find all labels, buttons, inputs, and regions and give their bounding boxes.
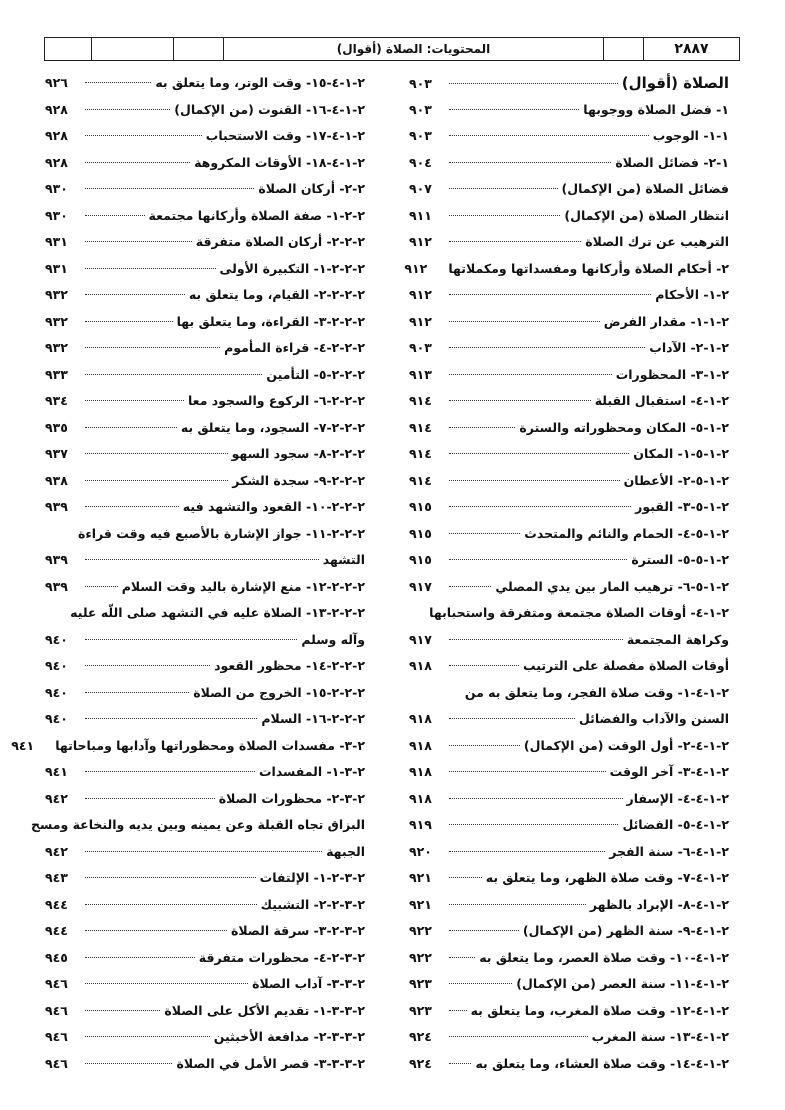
toc-entry-title: ٢-٢-٢-١٥- الخروج من الصلاة [193,684,365,700]
toc-entry-line: البزاق تجاه القبلة وعن يمينه وبين يديه والنخاعة ومسح [31,817,365,832]
toc-entry[interactable] [45,415,365,442]
toc-entry-page: ٩٠٤ [409,154,432,170]
toc-entry-title: انتظار الصلاة (من الإكمال) [564,207,729,223]
dot-leader [449,215,560,216]
dot-leader [449,400,591,401]
dot-leader [85,851,322,852]
dot-leader [449,1010,467,1011]
toc-entry-title: ٢-١-٥-١- المكان [633,446,729,461]
toc-entry-title: ٢-٣-٣-٣- قصر الأمل في الصلاة [176,1055,365,1071]
toc-entry-title: ٢-٣-١- المفسدات [258,764,365,779]
toc-entry-page: ٩٤٠ [45,631,68,647]
toc-entry-page: ٩٠٣ [409,76,432,91]
toc-entry-page: ٩١٥ [409,499,432,514]
toc-entry-title: ٢-١-٥-٥- السترة [631,552,729,567]
toc-entry-title: ٢-١-٤-٩- سنة الظهر (من الإكمال) [522,923,729,938]
toc-entry-page: ٩٢٨ [45,101,68,117]
dot-leader [85,718,257,719]
dot-leader [85,586,118,587]
toc-entry[interactable] [45,1051,365,1078]
toc-entry[interactable] [409,388,729,415]
toc-entry-title: ٢-٣-٣-١- تقديم الأكل على الصلاة [164,1002,365,1018]
toc-entry-page: ٩١٢ [409,313,432,329]
header-title: المحتويات: الصلاة (أقوال) [223,38,603,60]
toc-entry-title: ٢-١-٥- المكان ومحظوراته والسترة [519,419,729,435]
dot-leader [449,321,600,322]
toc-entry-title: ٢-١-٤-٥- الفضائل [622,817,729,832]
toc-entry-page: ٩٢١ [409,896,432,912]
dot-leader [85,559,319,560]
toc-entry-page: ٩٠٣ [409,340,432,355]
toc-entry[interactable] [409,892,729,919]
dot-leader [85,400,184,401]
toc-entry-title: ٢-١-٥-٦- ترهيب المار بين يدي المصلي [495,578,729,594]
toc-entry-title: ٢-٣-٣-٢- مدافعة الأخبثين [213,1029,365,1044]
toc-entry-page: ٩١٢ [409,287,432,302]
toc-entry-page: ٩٣٠ [45,207,68,223]
toc-entry-page: ٩٣٠ [45,181,68,196]
toc-entry[interactable] [409,653,729,680]
toc-entry[interactable] [409,839,729,866]
toc-entry[interactable] [409,547,729,574]
toc-entry[interactable] [45,892,365,919]
toc-entry-title: ٢-١-٤-١٤- وقت صلاة العشاء، وما يتعلق به [475,1055,729,1071]
toc-entry-page: ٩٤٣ [45,870,68,885]
toc-entry-title: ١-٢- فضائل الصلاة [615,154,729,170]
toc-entry-title: ٢-١-٤-٧- وقت صلاة الظهر، وما يتعلق به [485,870,729,885]
toc-entry-title: ٢-١-٤-١١- سنة العصر (من الإكمال) [516,976,729,991]
dot-leader [449,374,612,375]
dot-leader [85,453,228,454]
toc-entry[interactable] [45,229,365,256]
toc-entry[interactable] [45,70,365,97]
toc-entry-page: ٩٣٢ [45,340,68,355]
toc-entry[interactable] [409,203,729,230]
dot-leader [85,639,297,640]
toc-entry-title: ٢-٢-٢-٨- سجود السهو [231,446,365,461]
toc-entry-page: ٩٤٢ [45,790,68,806]
dot-leader [85,321,173,322]
toc-entry-page: ٩٤٦ [45,1029,68,1044]
toc-entry[interactable] [45,309,365,336]
toc-entry[interactable] [409,759,729,786]
dot-leader [449,294,651,295]
toc-entry[interactable] [45,945,365,972]
toc-entry-title: ٢-٢-٢-١٤- محظور القعود [214,658,365,673]
toc-entry-page: ٩٢٤ [409,1055,432,1071]
toc-entry-title: ٢-١-٤-٦- سنة الفجر [609,843,729,859]
toc-entry-page: ٩٢٢ [409,923,432,938]
dot-leader [449,586,491,587]
toc-entry[interactable] [45,335,365,362]
dot-leader [85,241,192,242]
toc-entry-title: ٢-١-٥-٣- القبور [635,499,729,514]
toc-column-left [11,70,365,1077]
toc-entry-page: ٩١٩ [409,817,432,832]
dot-leader [85,82,151,83]
toc-entry-page: ٩١٤ [409,393,432,408]
toc-entry-page: ٩٣٢ [45,313,68,329]
toc-entry-title: ٢- أحكام الصلاة وأركانها ومفسداتها ومكملاتها [448,260,729,276]
toc-entry-line: ٢-٢-٢-١١- جواز الإشارة بالأصبع فيه وقت قراءة [77,525,365,541]
toc-entry-title: ٢-١-٤-١٣- سنة المغرب [591,1029,729,1044]
toc-entry-page: ٩٠٧ [409,181,432,196]
toc-entry-page: ٩٤٦ [45,1002,68,1018]
toc-entry[interactable] [409,706,729,733]
toc-entry[interactable] [45,759,365,786]
dot-leader [449,824,618,825]
toc-entry-page: ٩١٤ [409,419,432,435]
toc-entry[interactable] [45,574,365,601]
toc-entry[interactable] [409,521,729,548]
toc-entry-title: ٢-١-٤-١٧- وقت الاستحباب [205,128,365,143]
toc-entry-page: ٩٤٠ [45,711,68,726]
toc-entry-page: ٩١٤ [409,446,432,461]
toc-entry-title: أوقات الصلاة مفصلة على الترتيب [523,658,729,673]
dot-leader [449,427,515,428]
toc-entry[interactable] [409,70,729,97]
toc-entry-page: ٩٢٠ [409,843,432,859]
toc-entry-title: ٢-٢-١- صفة الصلاة وأركانها مجتمعة [148,207,365,223]
toc-entry[interactable] [45,97,365,124]
dot-leader [85,294,185,295]
toc-entry-page: ٩١٧ [409,631,432,647]
toc-entry[interactable] [409,229,729,256]
toc-entry-title: وآله وسلم [301,631,365,647]
toc-entry-page: ٩٠٣ [409,128,432,143]
toc-entry[interactable] [45,150,365,177]
dot-leader [85,109,170,110]
toc-entry-title: فضائل الصلاة (من الإكمال) [561,181,729,196]
dot-leader [85,983,248,984]
toc-entry[interactable] [11,733,365,760]
dot-leader [449,83,618,84]
toc-entry-page: ٩٣٤ [45,393,68,408]
dot-leader [449,241,581,242]
toc-entry-title: ٢-١-٢- الآداب [649,340,729,355]
dot-leader [85,665,210,666]
toc-entry[interactable] [45,256,365,283]
toc-entry-title: ٢-١-٤-١٠- وقت صلاة العصر، وما يتعلق به [479,949,729,965]
toc-entry[interactable] [45,918,365,945]
toc-entry-page: ٩٢٣ [409,976,432,991]
toc-entry-title: الجبهة [326,843,365,859]
toc-entry[interactable] [409,627,729,654]
dot-leader [85,347,220,348]
toc-entry[interactable] [45,865,365,892]
toc-entry-page: ٩١٥ [409,552,432,567]
toc-entry-title: التشهد [322,552,365,567]
toc-entry-title: ٢-٢- أركان الصلاة [258,181,365,196]
toc-entry[interactable] [45,176,365,203]
toc-entry[interactable] [409,415,729,442]
dot-leader [449,798,623,799]
toc-entry-title: ٢-٢-٢-١- التكبيرة الأولى [219,260,365,276]
toc-entry[interactable] [409,812,729,839]
toc-entry-title: ٢-١-٥-٢- الأعطان [623,472,729,488]
toc-entry-page: ٩٤٠ [45,658,68,673]
toc-entry-title: ٢-٣-٣- آداب الصلاة [252,976,365,991]
toc-entry-page: ٩٣٩ [45,499,68,514]
dot-leader [449,771,606,772]
dot-leader [85,1063,172,1064]
toc-entry[interactable] [409,335,729,362]
dot-leader [85,480,228,481]
toc-entry[interactable] [45,653,365,680]
toc-entry[interactable] [45,706,365,733]
toc-entry-page: ٩٣٩ [45,578,68,594]
dot-leader [85,692,189,693]
dot-leader [449,347,645,348]
toc-entry[interactable] [404,256,729,283]
page-number: ٢٨٨٧ [643,38,739,60]
dot-leader [85,930,227,931]
toc-entry[interactable] [409,786,729,813]
toc-entry-page: ٩٣٧ [45,446,68,461]
toc-entry-page: ٩٤٦ [45,976,68,991]
toc-entry-title: ٢-٢-٢-٢- القيام، وما يتعلق به [188,287,365,302]
toc-entry[interactable] [409,998,729,1025]
toc-entry-title: ١- فضل الصلاة ووجوبها [583,101,729,117]
toc-entry[interactable] [409,362,729,389]
header-cell [91,38,173,60]
dot-leader [449,559,627,560]
toc-entry-page: ٩٣٩ [45,552,68,567]
toc-entry-page: ٩٤٢ [45,843,68,859]
toc-entry-page: ٩٤١ [11,737,35,753]
dot-leader [449,904,586,905]
dot-leader [449,745,520,746]
toc-entry-title: ٢-٢-٢-٩- سجدة الشكر [232,472,365,488]
toc-entry-page: ٩١٨ [409,711,432,726]
dot-leader [449,665,519,666]
toc-entry-page: ٩١٤ [409,472,432,488]
toc-entry[interactable] [45,680,365,707]
toc-entry-page: ٩١٥ [409,525,432,541]
toc-entry-title: ٢-١-٤-١٥- وقت الوتر، وما يتعلق به [155,75,365,90]
dot-leader [449,1063,471,1064]
dot-leader [85,877,256,878]
toc-entry[interactable] [45,1024,365,1051]
dot-leader [449,983,512,984]
toc-entry-title: ٢-١-١- مقدار الفرض [603,313,729,329]
toc-entry-page: ٩١٢ [409,234,432,249]
toc-entry-title: ٢-٣-٢- محظورات الصلاة [218,790,365,806]
dot-leader [85,1036,210,1037]
toc-entry-title: ٢-١-٤-٢- أول الوقت (من الإكمال) [523,737,729,753]
toc-entry-page: ٩٣٢ [45,287,68,302]
toc-entry[interactable] [45,971,365,998]
dot-leader [85,374,262,375]
toc-entry-page: ٩٢٢ [409,949,432,965]
toc-entry-title: ٢-١- الأحكام [655,287,729,302]
toc-entry[interactable] [45,627,365,654]
toc-entry-page: ٩٤١ [45,764,68,779]
toc-entry-title: ٢-١-٤-٨- الإبراد بالظهر [589,896,729,912]
toc-entry-page: ٩١٣ [409,366,432,382]
dot-leader [449,877,482,878]
toc-entry[interactable] [409,1024,729,1051]
toc-entry[interactable] [409,1051,729,1078]
toc-entry-page: ٩١٨ [409,764,432,779]
toc-entry[interactable] [409,97,729,124]
toc-entry-title: ٢-١-٤-٣- آخر الوقت [609,764,729,779]
toc-entry-page: ٩٢٨ [45,154,68,170]
toc-entry-title: ٢-٢-٢-٥- التأمين [266,366,365,382]
toc-entry-title: ٢-١-٤- استقبال القبلة [594,393,729,408]
toc-entry[interactable] [45,468,365,495]
dot-leader [85,1010,160,1011]
toc-entry-page: ٩٤٤ [45,923,68,938]
toc-entry[interactable] [409,123,729,150]
toc-entry[interactable] [409,945,729,972]
toc-entry-title: ٢-٢-٢-١٢- منع الإشارة باليد وقت السلام [121,578,365,594]
toc-entry[interactable] [45,203,365,230]
dot-leader [449,453,629,454]
toc-entry[interactable] [409,574,729,601]
toc-entry-title: ٢-٢-٢-٦- الركوع والسجود معا [187,393,365,408]
toc-entry-title: ٢-٢-٢- أركان الصلاة متفرقة [195,234,365,249]
toc-entry[interactable] [45,998,365,1025]
header-cell [173,38,223,60]
toc-entry-page: ٩١٨ [409,658,432,673]
dot-leader [449,162,611,163]
dot-leader [85,135,202,136]
toc-entry-title: الترهيب عن ترك الصلاة [585,234,729,249]
toc-entry-title: ٢-١-٤-١٨- الأوقات المكروهة [194,154,365,170]
dot-leader [449,533,520,534]
dot-leader [449,930,519,931]
toc-entry-page: ٩٤٦ [45,1055,68,1071]
toc-entry-page: ٩٠٣ [409,101,432,117]
toc-entry[interactable] [45,547,365,574]
toc-entry-line: ٢-١-٤- أوقات الصلاة مجتمعة ومتفرقة واستحبابها [429,605,729,620]
dot-leader [85,506,179,507]
toc-entry-page: ٩٣٨ [45,472,68,488]
toc-entry-page: ٩١٨ [409,790,432,806]
dot-leader [449,135,649,136]
toc-entry-title: ٢-٢-٢-٣- القراءة، وما يتعلق بها [176,313,365,329]
dot-leader [449,480,620,481]
toc-entry-page: ٩١١ [409,207,432,223]
toc-entry-page: ٩٢٣ [409,1002,432,1018]
header-cell [603,38,643,60]
dot-leader [85,957,195,958]
toc-entry-title: ٢-٣-٢-٣- سرقة الصلاة [230,923,365,938]
toc-entry-page: ٩٣٣ [45,366,68,382]
toc-entry-page: ٩٢٨ [45,128,68,143]
toc-entry-title: الصلاة (أقوال) [621,74,729,92]
toc-entry-title: ٢-٢-٢-١٦- السلام [261,711,365,726]
toc-entry-line: ٢-٢-٢-١٣- الصلاة عليه في التشهد صلى اللّه عليه [70,605,365,620]
toc-entry[interactable] [409,918,729,945]
dot-leader [449,718,575,719]
toc-entry-title: السنن والآداب والفضائل [579,711,729,726]
toc-entry-line: ٢-١-٤-١- وقت صلاة الفجر، وما يتعلق به من [464,684,729,700]
toc-entry-title: ٢-٣-٢-١- الإلتفات [259,870,365,885]
toc-entry-page: ٩٣١ [45,260,68,276]
dot-leader [449,639,623,640]
toc-entry[interactable] [409,282,729,309]
toc-entry-page: ٩٤٥ [45,949,68,965]
toc-entry[interactable] [45,441,365,468]
dot-leader [449,851,605,852]
toc-entry[interactable] [409,150,729,177]
toc-entry[interactable] [45,282,365,309]
toc-entry[interactable] [409,309,729,336]
toc-entry-title: ٢-١-٤-١٦- القنوت (من الإكمال) [174,101,365,117]
toc-entry[interactable] [409,733,729,760]
toc-entry-title: ٢-٢-٢-٤- قراءة المأموم [224,340,365,355]
toc-entry-page: ٩٢٤ [409,1029,432,1044]
toc-entry-title: ٢-١-٥-٤- الحمام والنائم والمتحدث [524,525,729,541]
toc-entry[interactable] [45,362,365,389]
toc-entry[interactable] [409,865,729,892]
dot-leader [449,188,558,189]
toc-entry[interactable] [409,176,729,203]
toc-entry-title: ٢-١-٤-١٢- وقت صلاة المغرب، وما يتعلق به [470,1002,729,1018]
toc-entry-page: ٩٣٥ [45,419,68,435]
toc-entry-title: ٢-٢-٢-١٠- القعود والتشهد فيه [182,499,365,514]
dot-leader [85,268,216,269]
toc-entry-title: ٢-٣-٢-٢- التشبيك [260,896,365,912]
toc-entry-title: ٢-١-٣- المحظورات [615,366,729,382]
toc-entry-page: ٩٢١ [409,870,432,885]
toc-entry[interactable] [409,971,729,998]
toc-entry-page: ٩١٧ [409,578,432,594]
toc-entry-title: ٢-٢-٢-٧- السجود، وما يتعلق به [180,419,365,435]
toc-entry[interactable] [45,494,365,521]
dot-leader [85,798,215,799]
toc-entry[interactable] [45,388,365,415]
dot-leader [449,957,475,958]
toc-column-right [404,70,729,1077]
toc-entry-title: وكراهة المجتمعة [626,631,729,647]
dot-leader [85,771,255,772]
toc-entry[interactable] [45,839,365,866]
dot-leader [85,215,145,216]
toc-entry[interactable] [45,786,365,813]
toc-entry-title: ١-١- الوجوب [652,128,729,143]
toc-entry[interactable] [409,468,729,495]
toc-entry[interactable] [409,494,729,521]
page-header [44,37,740,61]
dot-leader [85,162,190,163]
toc-entry-page: ٩٣١ [45,234,68,249]
toc-entry-page: ٩٢٦ [45,75,68,90]
toc-entry-page: ٩٤٤ [45,896,68,912]
header-cell [45,38,91,60]
toc-entry[interactable] [45,123,365,150]
toc-entry-title: ٢-٣-٢-٤- محظورات متفرقة [198,949,365,965]
dot-leader [449,1036,588,1037]
toc-entry[interactable] [409,441,729,468]
dot-leader [449,109,579,110]
toc-entry-page: ٩١٢ [404,260,428,276]
dot-leader [85,188,254,189]
toc-entry-page: ٩١٨ [409,737,432,753]
toc-entry-title: ٢-٣- مفسدات الصلاة ومحظوراتها وآدابها ومباحاتها [55,737,365,753]
dot-leader [85,904,257,905]
toc-entry-title: ٢-١-٤-٤- الإسفار [626,790,729,806]
dot-leader [85,427,177,428]
toc-entry-page: ٩٤٠ [45,684,68,700]
dot-leader [449,506,631,507]
